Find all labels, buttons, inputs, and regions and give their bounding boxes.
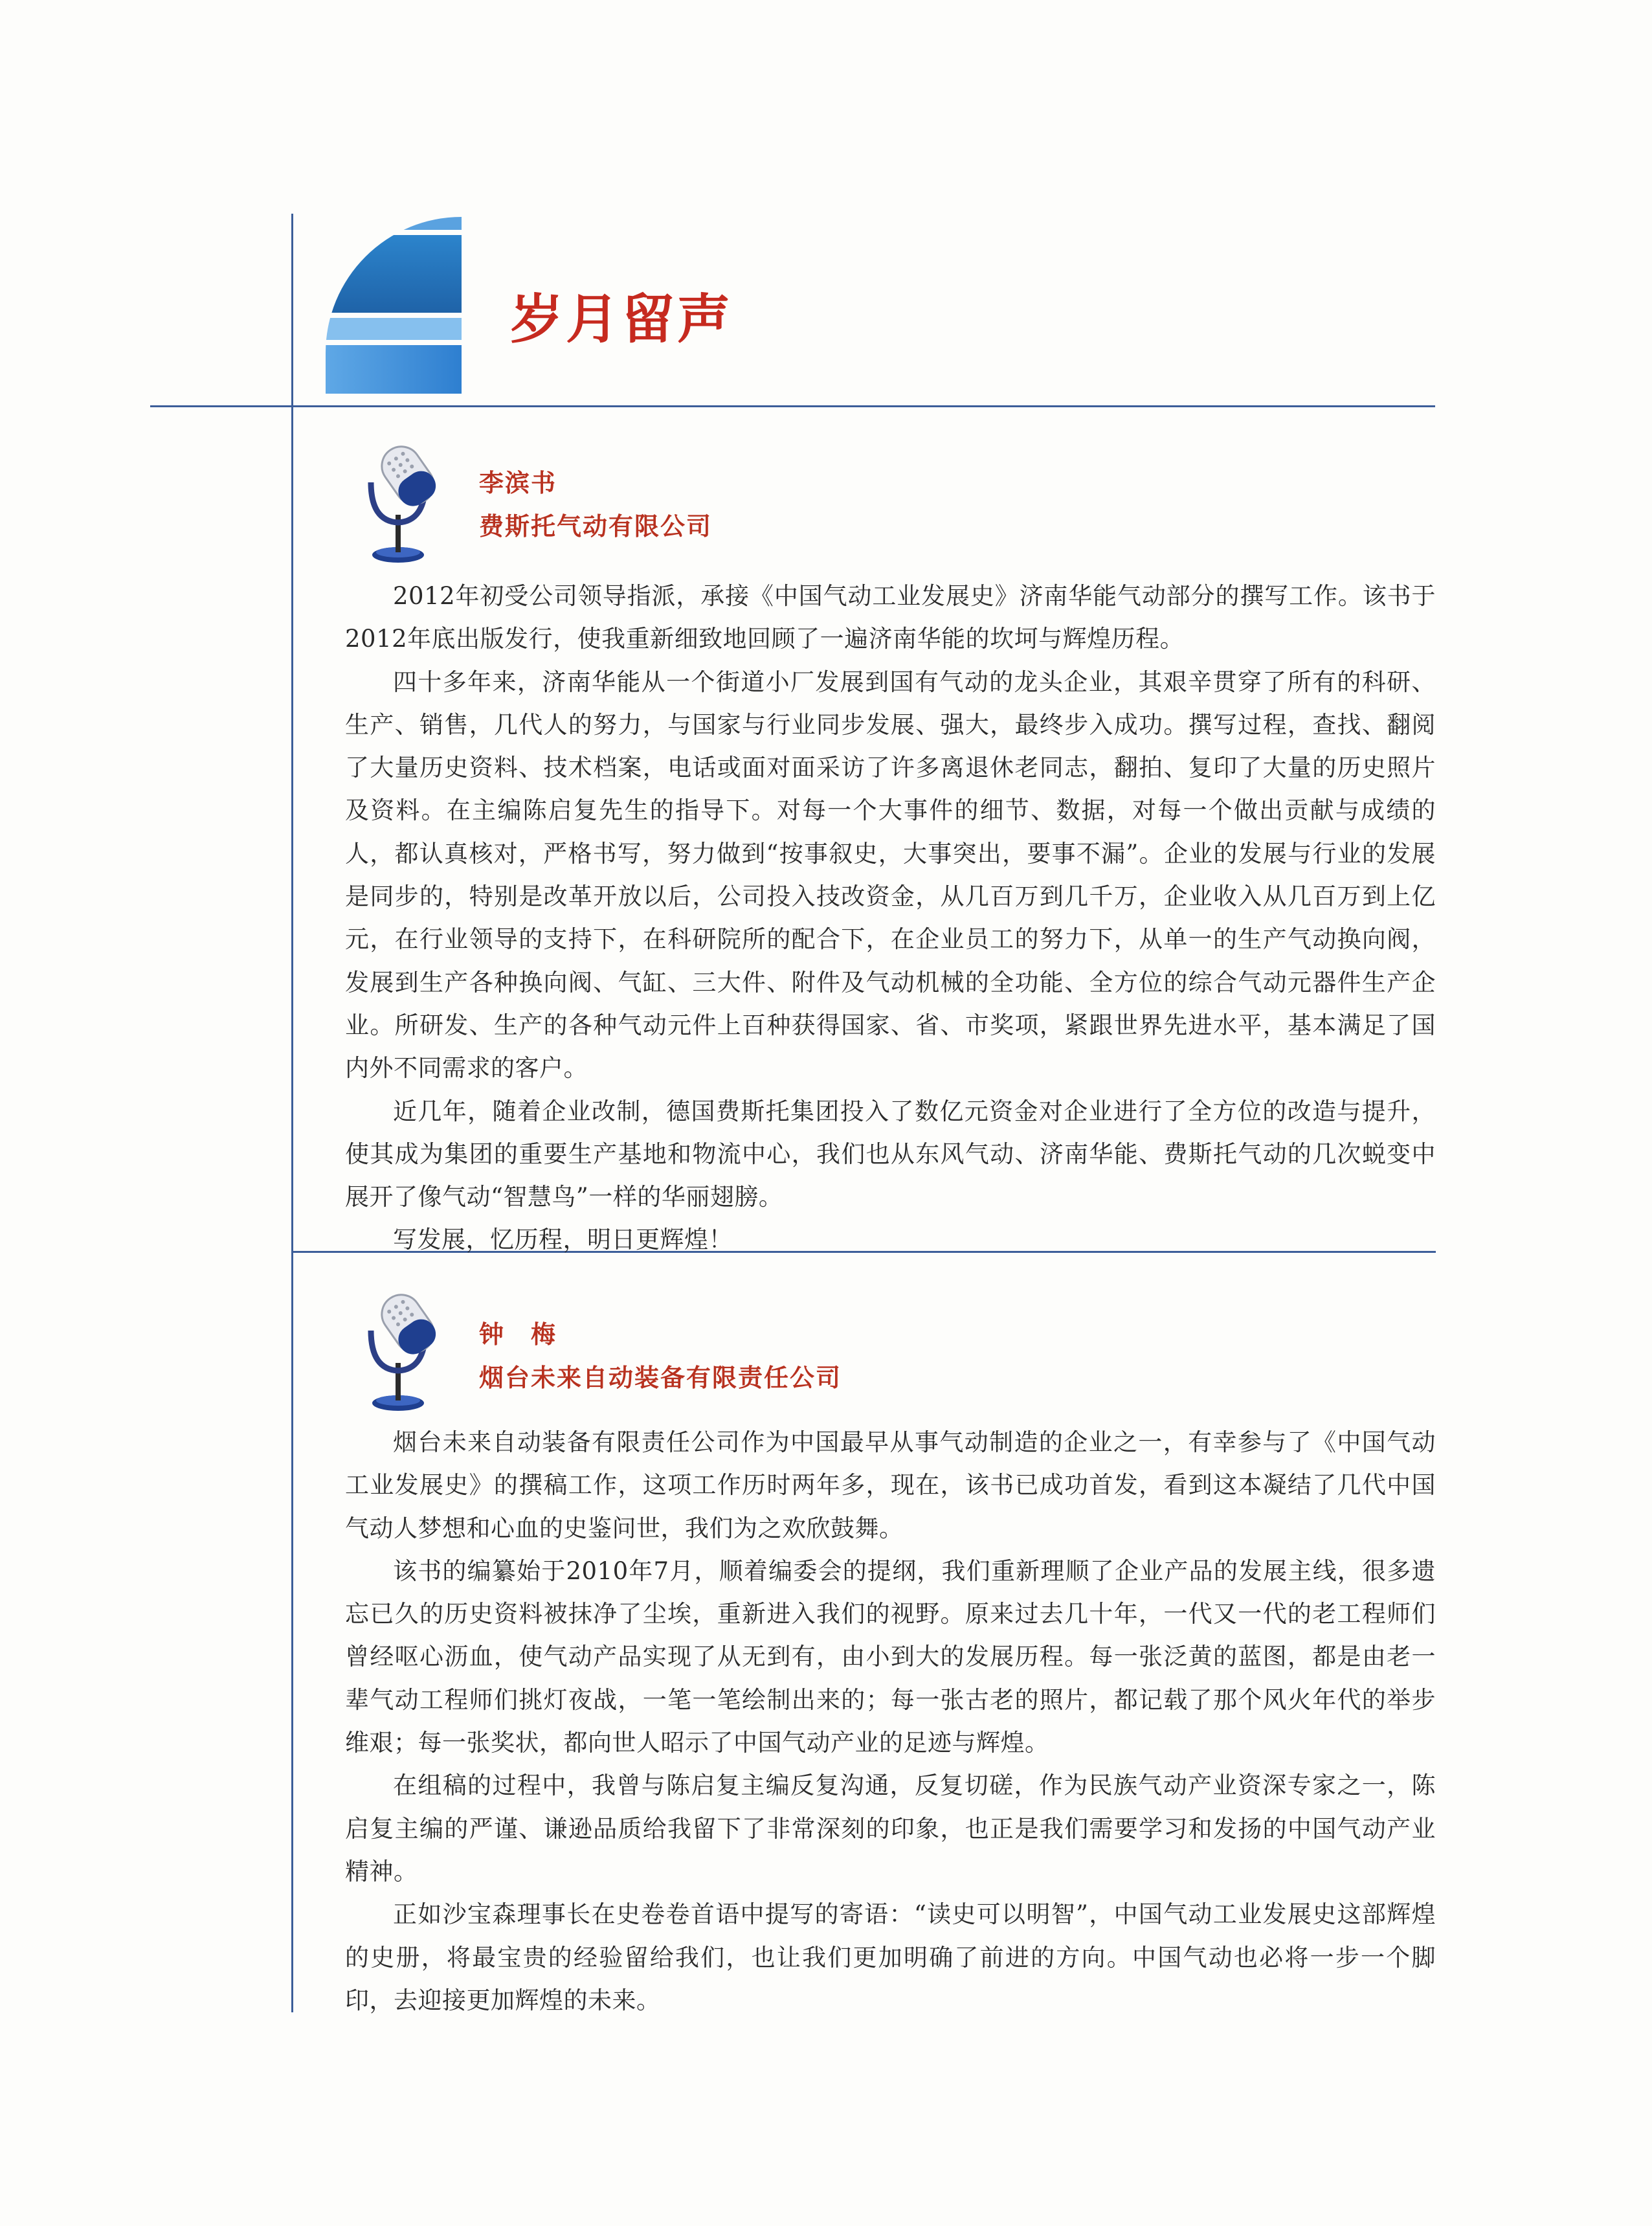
article-body (345, 575, 1436, 1262)
author-company: 费斯托气动有限公司 (479, 512, 713, 541)
article-body (345, 1421, 1436, 2022)
paragraph: 写发展，忆历程，明日更辉煌！ (393, 1226, 733, 1254)
header-rule (150, 405, 1435, 407)
author-name: 李滨书 (479, 469, 557, 497)
microphone-icon (358, 1285, 449, 1415)
paragraph: 烟台未来自动装备有限责任公司作为中国最早从事气动制造的企业之一，有幸参与了《中国气动工业发展史》的撰稿工作，这项工作历时两年多，现在，该书已成功首发，看到这本凝结了几代中国气动人梦想和心血的史鉴问世，我们为之欢欣鼓舞。 (345, 1428, 1436, 1542)
paragraph: 四十多年来，济南华能从一个街道小厂发展到国有气动的龙头企业，其艰辛贯穿了所有的科研、生产、销售，几代人的努力，与国家与行业同步发展、强大，最终步入成功。撰写过程，查找、翻阅了大量历史资料、技术档案，电话或面对面采访了许多离退休老同志，翻拍、复印了大量的历史照片及资料。在主编陈启复先生的指导下。对每一个大事件的细节、数据，对每一个做出贡献与成绩的人，都认真核对，严格书写，努力做到“按事叙史，大事突出，要事不漏”。企业的发展与行业的发展是同步的，特别是改革开放以后，公司投入技改资金，从几百万到几千万，企业收入从几百万到上亿元，在行业领导的支持下，在科研院所的配合下，在企业员工的努力下，从单一的生产气动换向阀，发展到生产各种换向阀、气缸、三大件、附件及气动机械的全功能、全方位的综合气动元器件生产企业。所研发、生产的各种气动元件上百种获得国家、省、市奖项，紧跟世界先进水平，基本满足了国内外不同需求的客户。 (345, 668, 1436, 1083)
author-name: 钟 梅 (479, 1320, 557, 1349)
author-company: 烟台未来自动装备有限责任公司 (479, 1364, 842, 1392)
paragraph: 该书的编纂始于2010年7月，顺着编委会的提纲，我们重新理顺了企业产品的发展主线，很多遗忘已久的历史资料被抹净了尘埃，重新进入我们的视野。原来过去几十年，一代又一代的老工程师们曾经呕心沥血，使气动产品实现了从无到有，由小到大的发展历程。每一张泛黄的蓝图，都是由老一辈气动工程师们挑灯夜战，一笔一笔绘制出来的；每一张古老的照片，都记载了那个风火年代的举步维艰；每一张奖状，都向世人昭示了中国气动产业的足迹与辉煌。 (345, 1557, 1436, 1757)
left-vertical-rule (291, 214, 293, 2012)
microphone-icon (358, 437, 449, 567)
paragraph: 在组稿的过程中，我曾与陈启复主编反复沟通，反复切磋，作为民族气动产业资深专家之一，陈启复主编的严谨、谦逊品质给我留下了非常深刻的印象，也正是我们需要学习和发扬的中国气动产业精神。 (345, 1771, 1436, 1885)
page-title: 岁月留声 (510, 289, 733, 350)
paragraph: 正如沙宝森理事长在史卷卷首语中提写的寄语：“读史可以明智”，中国气动工业发展史这部辉煌的史册，将最宝贵的经验留给我们，也让我们更加明确了前进的方向。中国气动也必将一步一个脚印，去迎接更加辉煌的未来。 (345, 1900, 1436, 2014)
paragraph: 2012年初受公司领导指派，承接《中国气动工业发展史》济南华能气动部分的撰写工作。该书于2012年底出版发行，使我重新细致地回顾了一遍济南华能的坎坷与辉煌历程。 (345, 582, 1436, 653)
header-logo-graphic (326, 217, 462, 394)
paragraph: 近几年，随着企业改制，德国费斯托集团投入了数亿元资金对企业进行了全方位的改造与提升，使其成为集团的重要生产基地和物流中心，我们也从东风气动、济南华能、费斯托气动的几次蜕变中展开了像气动“智慧鸟”一样的华丽翅膀。 (345, 1097, 1436, 1211)
